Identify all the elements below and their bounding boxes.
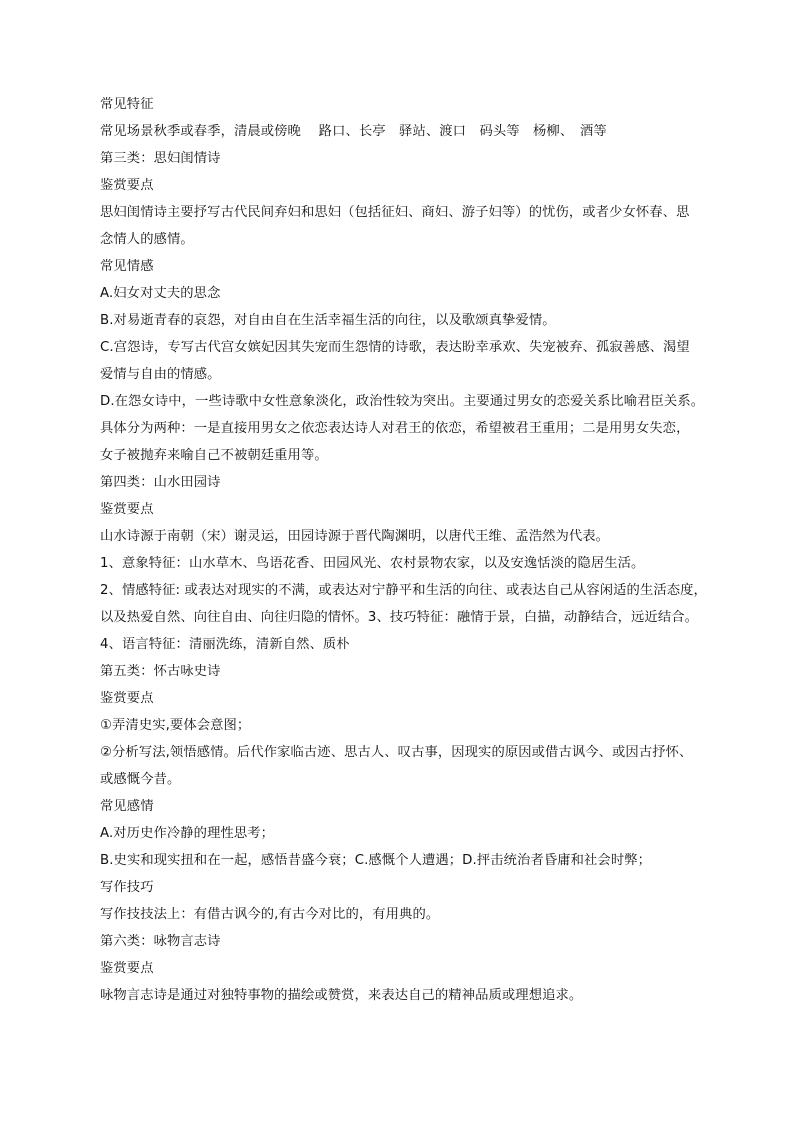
section-heading: 鉴赏要点 (100, 178, 154, 193)
section-title: 第四类：山水田园诗 (100, 475, 221, 490)
section-heading: 常见感情 (100, 799, 154, 814)
paragraph-line: 山水诗源于南朝（宋）谢灵运，田园诗源于晋代陶渊明，以唐代王维、孟浩然为代表。 (100, 529, 610, 544)
paragraph-line: 爱情与自由的情感。 (100, 367, 221, 382)
list-item: A.妇女对丈夫的思念 (100, 286, 221, 301)
section-heading: 写作技巧 (100, 880, 154, 895)
list-item: D.在怨女诗中，一些诗歌中女性意象淡化，政治性较为突出。主要通过男女的恋爱关系比喻君臣关系。 (100, 394, 705, 409)
list-item: ②分析写法,领悟感情。后代作家临古迹、思古人、叹古事，因现实的原因或借古讽今、或因古抒怀、 (100, 745, 693, 760)
paragraph-line: 以及热爱自然、向往自由、向往归隐的情怀。3、技巧特征：融情于景，白描，动静结合，远近结合。 (100, 610, 699, 625)
list-item: B.对易逝青春的哀怨，对自由自在生活幸福生活的向往，以及歌颂真挚爱情。 (100, 313, 556, 328)
paragraph-line: 写作技技法上：有借古讽今的,有古今对比的，有用典的。 (100, 907, 440, 922)
paragraph-line: 常见场景秋季或春季，清晨或傍晚 路口、长亭 驿站、渡口 码头等 杨柳、 酒等 (100, 124, 607, 139)
section-heading: 鉴赏要点 (100, 502, 154, 517)
section-title: 第五类：怀古咏史诗 (100, 664, 221, 679)
document-body (100, 91, 725, 1009)
list-item: 1、意象特征：山水草木、鸟语花香、田园风光、农村景物农家，以及安逸恬淡的隐居生活。 (100, 556, 645, 571)
section-heading: 常见特征 (100, 97, 154, 112)
paragraph-line: 具体分为两种：一是直接用男女之依恋表达诗人对君王的依恋，希望被君王重用；二是用男女失恋， (100, 421, 690, 436)
section-heading: 鉴赏要点 (100, 961, 154, 976)
list-item: B.史实和现实扭和在一起，感悟昔盛今衰；C.感慨个人遭遇；D.抨击统治者昏庸和社会时弊； (100, 853, 652, 868)
paragraph-line: 思妇闺情诗主要抒写古代民间弃妇和思妇（包括征妇、商妇、游子妇等）的忧伤，或者少女怀春、思 (100, 205, 690, 220)
paragraph-line: 咏物言志诗是通过对独特事物的描绘或赞赏，来表达自己的精神品质或理想追求。 (100, 988, 583, 1003)
section-heading: 常见情感 (100, 259, 154, 274)
list-item: 4、语言特征：清丽洗练，清新自然、质朴 (100, 637, 350, 652)
list-item: C.宫怨诗，专写古代宫女嫔妃因其失宠而生怨情的诗歌，表达盼幸承欢、失宠被弃、孤寂善感、渴望 (100, 340, 690, 355)
section-title: 第三类：思妇闺情诗 (100, 151, 221, 166)
list-item: A.对历史作冷静的理性思考； (100, 826, 275, 841)
list-item: ①弄清史实,要体会意图； (100, 718, 251, 733)
paragraph-line: 或感慨今昔。 (100, 772, 181, 787)
section-title: 第六类：咏物言志诗 (100, 934, 221, 949)
section-heading: 鉴赏要点 (100, 691, 154, 706)
paragraph-line: 女子被抛弃来喻自己不被朝廷重用等。 (100, 448, 328, 463)
paragraph-line: 念情人的感情。 (100, 232, 194, 247)
list-item: 2、情感特征: 或表达对现实的不满，或表达对宁静平和生活的向往、或表达自己从容闲适的生活态度， (100, 583, 707, 598)
